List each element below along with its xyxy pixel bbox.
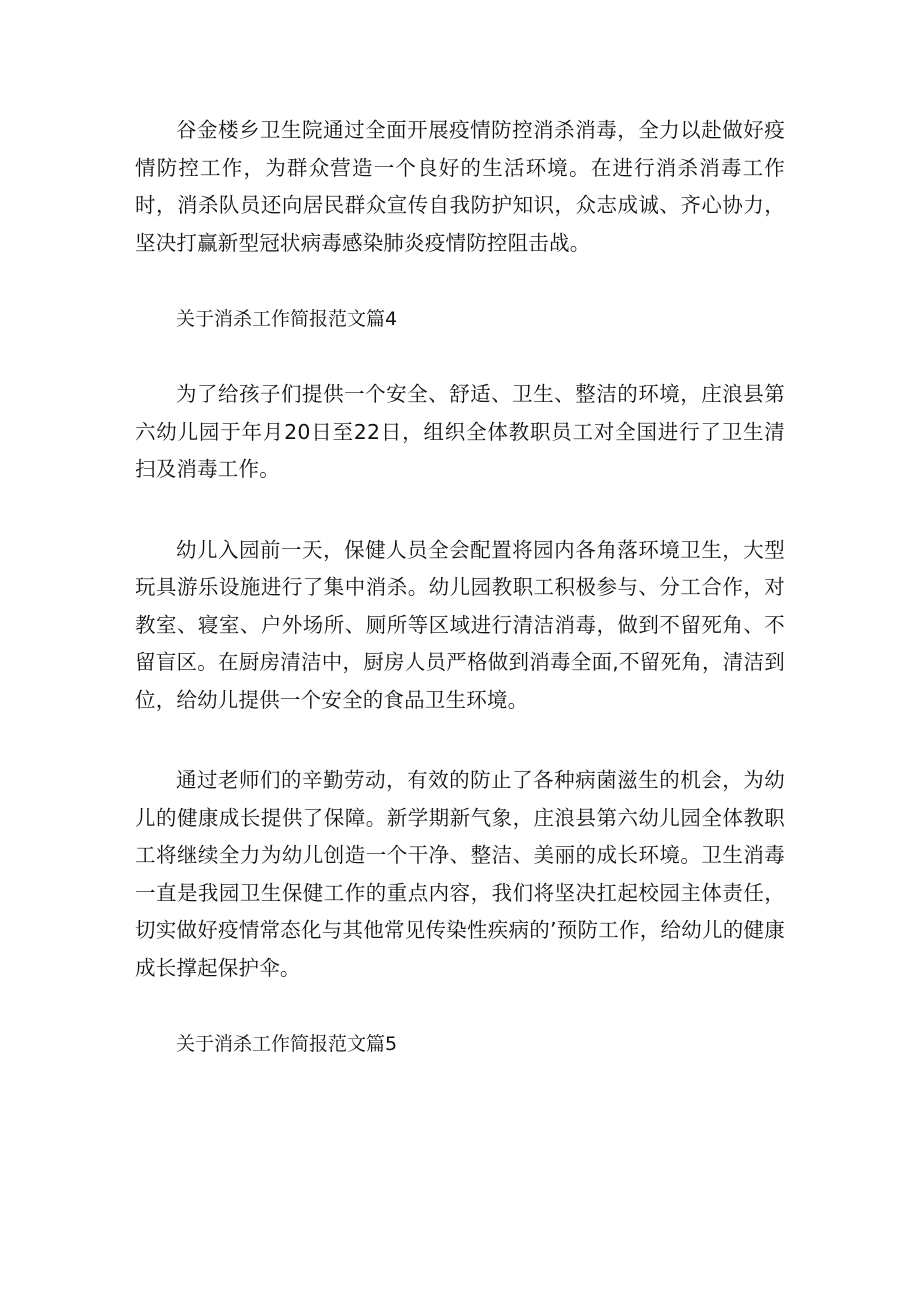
paragraph-disinfection-township: 谷金楼乡卫生院通过全面开展疫情防控消杀消毒，全力以赴做好疫情防控工作，为群众营造一个良好的生活环境。在进行消杀消毒工作时，消杀队员还向居民群众宣传自我防护知识，众志成诚、齐心协力，坚决打赢新型冠状病毒感染肺炎疫情防控阻击战。 [135, 118, 785, 255]
paragraph-kindergarten-cleaning: 幼儿入园前一天，保健人员全会配置将园内各角落环境卫生，大型玩具游乐设施进行了集中消杀。幼儿园教职工积极参与、分工合作，对教室、寝室、户外场所、厕所等区域进行清洁消毒，做到不留死角、不留盲区。在厨房清洁中，厨房人员严格做到消毒全面,不留死角，清洁到位，给幼儿提供一个安全的食品卫生环境。 [135, 537, 785, 712]
paragraph-kindergarten-summary: 通过老师们的辛勤劳动，有效的防止了各种病菌滋生的机会，为幼儿的健康成长提供了保障。新学期新气象，庄浪县第六幼儿园全体教职工将继续全力为幼儿创造一个干净、整洁、美丽的成长环境。卫生消毒一直是我园卫生保健工作的重点内容，我们将坚决扛起校园主体责任，切实做好疫情常态化与其他常见传染性疾病的’预防工作，给幼儿的健康成长撑起保护伞。 [135, 768, 785, 980]
document-body [135, 112, 785, 1101]
paragraph-kindergarten-intro: 为了给孩子们提供一个安全、舒适、卫生、整洁的环境，庄浪县第六幼儿园于年月20日至22日，组织全体教职员工对全国进行了卫生清扫及消毒工作。 [135, 382, 785, 481]
section-heading-4: 关于消杀工作简报范文篇4 [176, 308, 398, 330]
section-heading-5: 关于消杀工作简报范文篇5 [176, 1033, 398, 1055]
